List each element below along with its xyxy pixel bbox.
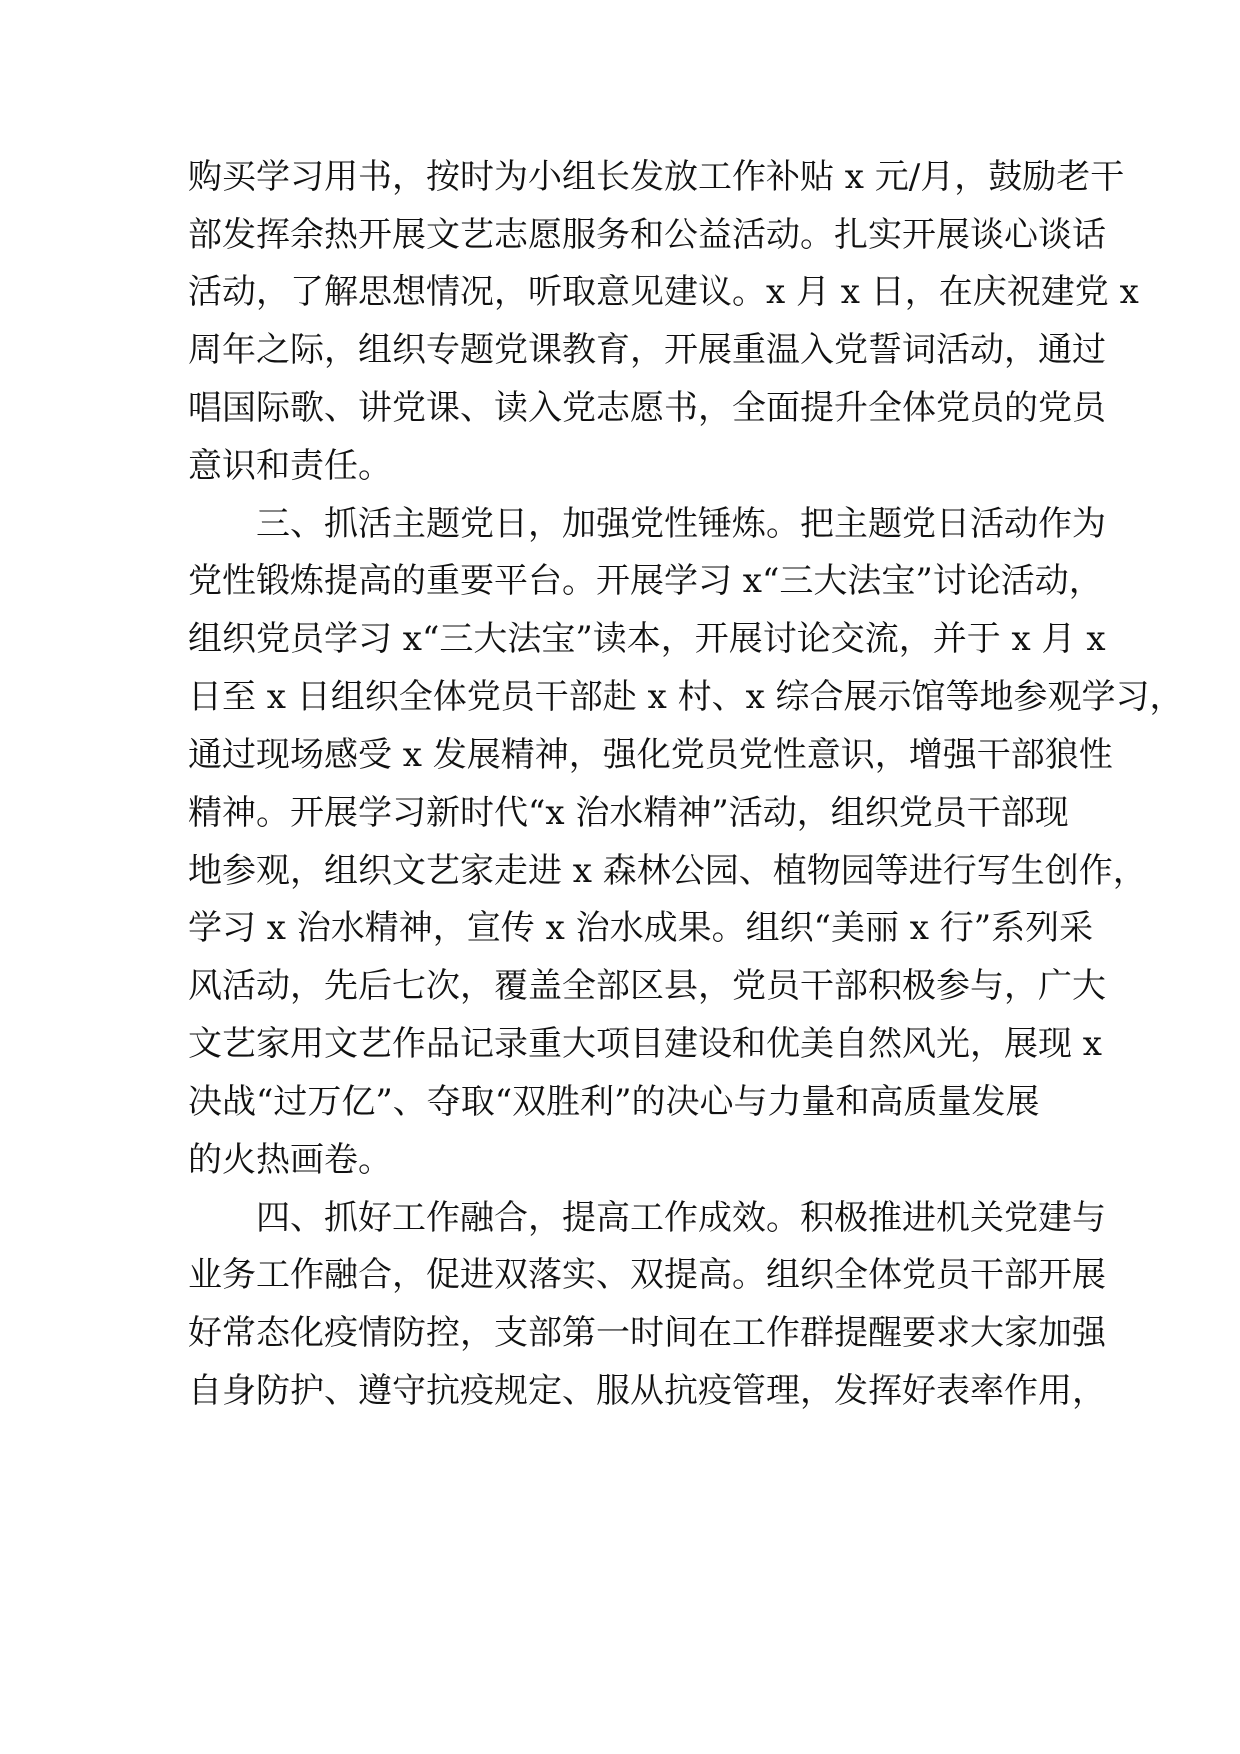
body-text-line: 自身防护、遵守抗疫规定、服从抗疫管理，发挥好表率作用，: [188, 1371, 1106, 1411]
section-heading-line: 三、抓活主题党日，加强党性锤炼。把主题党日活动作为: [256, 504, 1106, 544]
body-text-line: 好常态化疫情防控，支部第一时间在工作群提醒要求大家加强: [188, 1313, 1106, 1353]
body-text-line: 地参观，组织文艺家走进 x 森林公园、植物园等进行写生创作，: [188, 851, 1147, 891]
body-text-line: 风活动，先后七次，覆盖全部区县，党员干部积极参与，广大: [188, 966, 1106, 1006]
body-text-line: 活动，了解思想情况，听取意见建议。x 月 x 日，在庆祝建党 x: [188, 272, 1139, 312]
body-text-line: 周年之际，组织专题党课教育，开展重温入党誓词活动，通过: [188, 330, 1106, 370]
body-text-line: 唱国际歌、讲党课、读入党志愿书，全面提升全体党员的党员: [188, 388, 1106, 428]
body-text-line: 党性锻炼提高的重要平台。开展学习 x“三大法宝”讨论活动，: [188, 561, 1103, 601]
body-text-line: 日至 x 日组织全体党员干部赴 x 村、x 综合展示馆等地参观学习，: [188, 677, 1184, 717]
body-text-line: 精神。开展学习新时代“x 治水精神”活动，组织党员干部现: [188, 793, 1069, 833]
body-text-line: 部发挥余热开展文艺志愿服务和公益活动。扎实开展谈心谈话: [188, 215, 1106, 255]
body-text-line: 购买学习用书，按时为小组长发放工作补贴 x 元/月，鼓励老干: [188, 157, 1125, 197]
body-text-line: 业务工作融合，促进双落实、双提高。组织全体党员干部开展: [188, 1255, 1106, 1295]
body-text-line: 文艺家用文艺作品记录重大项目建设和优美自然风光，展现 x: [188, 1024, 1102, 1064]
body-text-line: 决战“过万亿”、夺取“双胜利”的决心与力量和高质量发展: [188, 1082, 1040, 1122]
body-text-line: 组织党员学习 x“三大法宝”读本，开展讨论交流，并于 x 月 x: [188, 619, 1106, 659]
body-text-line: 的火热画卷。: [188, 1140, 392, 1180]
body-text-line: 意识和责任。: [188, 446, 392, 486]
body-text-line: 通过现场感受 x 发展精神，强化党员党性意识，增强干部狼性: [188, 735, 1113, 775]
section-heading-line: 四、抓好工作融合，提高工作成效。积极推进机关党建与: [256, 1198, 1106, 1238]
body-text-line: 学习 x 治水精神，宣传 x 治水成果。组织“美丽 x 行”系列采: [188, 908, 1094, 948]
